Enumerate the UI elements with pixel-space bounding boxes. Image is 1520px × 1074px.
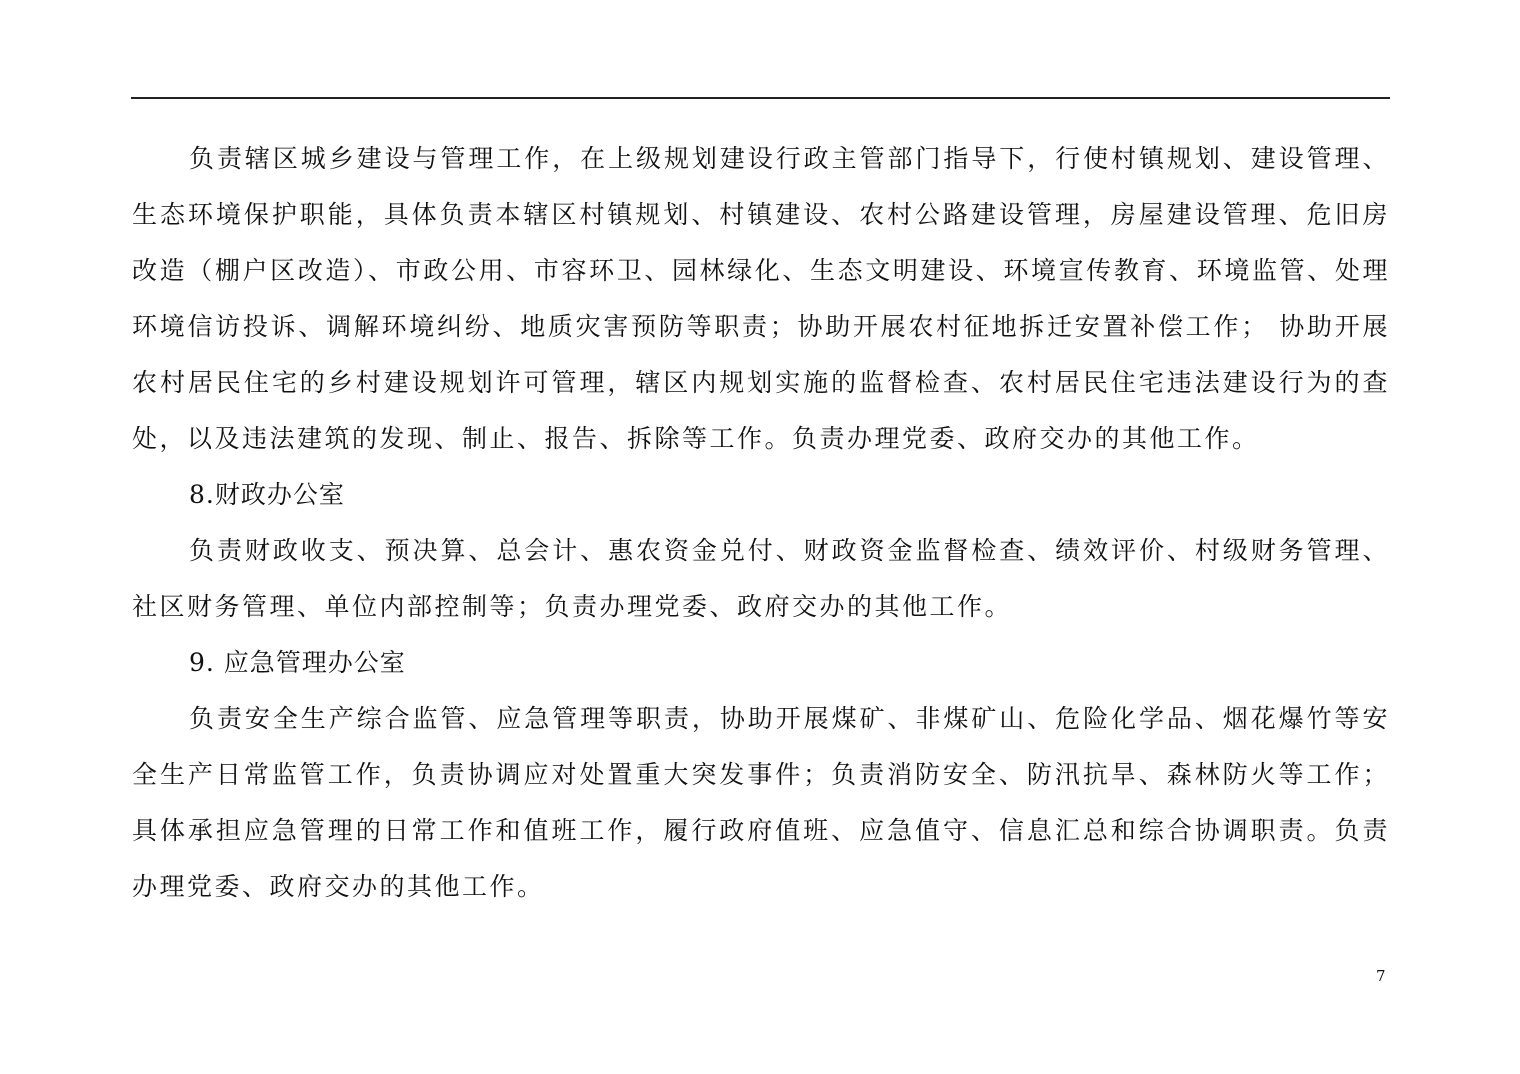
paragraph-emergency-office: 负责安全生产综合监管、应急管理等职责，协助开展煤矿、非煤矿山、危险化学品、烟花爆竹等安全生产日常监管工作，负责协调应对处置重大突发事件；负责消防安全、防汛抗旱、森林防火等工作；具体承担应急管理的日常工作和值班工作，履行政府值班、应急值守、信息汇总和综合协调职责。负责办理党委、政府交办的其他工作。: [132, 704, 1390, 901]
paragraph-finance-office: 负责财政收支、预决算、总会计、惠农资金兑付、财政资金监督检查、绩效评价、村级财务管理、社区财务管理、单位内部控制等；负责办理党委、政府交办的其他工作。: [132, 536, 1390, 621]
paragraph-urban-rural-construction: 负责辖区城乡建设与管理工作，在上级规划建设行政主管部门指导下，行使村镇规划、建设管理、生态环境保护职能，具体负责本辖区村镇规划、村镇建设、农村公路建设管理，房屋建设管理、危旧房改造（棚户区改造）、市政公用、市容环卫、园林绿化、生态文明建设、环境宣传教育、环境监管、处理环境信访投诉、调解环境纠纷、地质灾害预防等职责；协助开展农村征地拆迁安置补偿工作； 协助开展农村居民住宅的乡村建设规划许可管理，辖区内规划实施的监督检查、农村居民住宅违法建设行为的查处，以及违法建筑的发现、制止、报告、拆除等工作。负责办理党委、政府交办的其他工作。: [132, 144, 1390, 453]
document-body: [132, 131, 1390, 915]
page-number: 7: [1376, 967, 1386, 985]
section-heading-finance-office: 8.财政办公室: [189, 480, 345, 509]
header-rule: [131, 97, 1390, 99]
section-heading-emergency-office: 9. 应急管理办公室: [189, 648, 406, 677]
